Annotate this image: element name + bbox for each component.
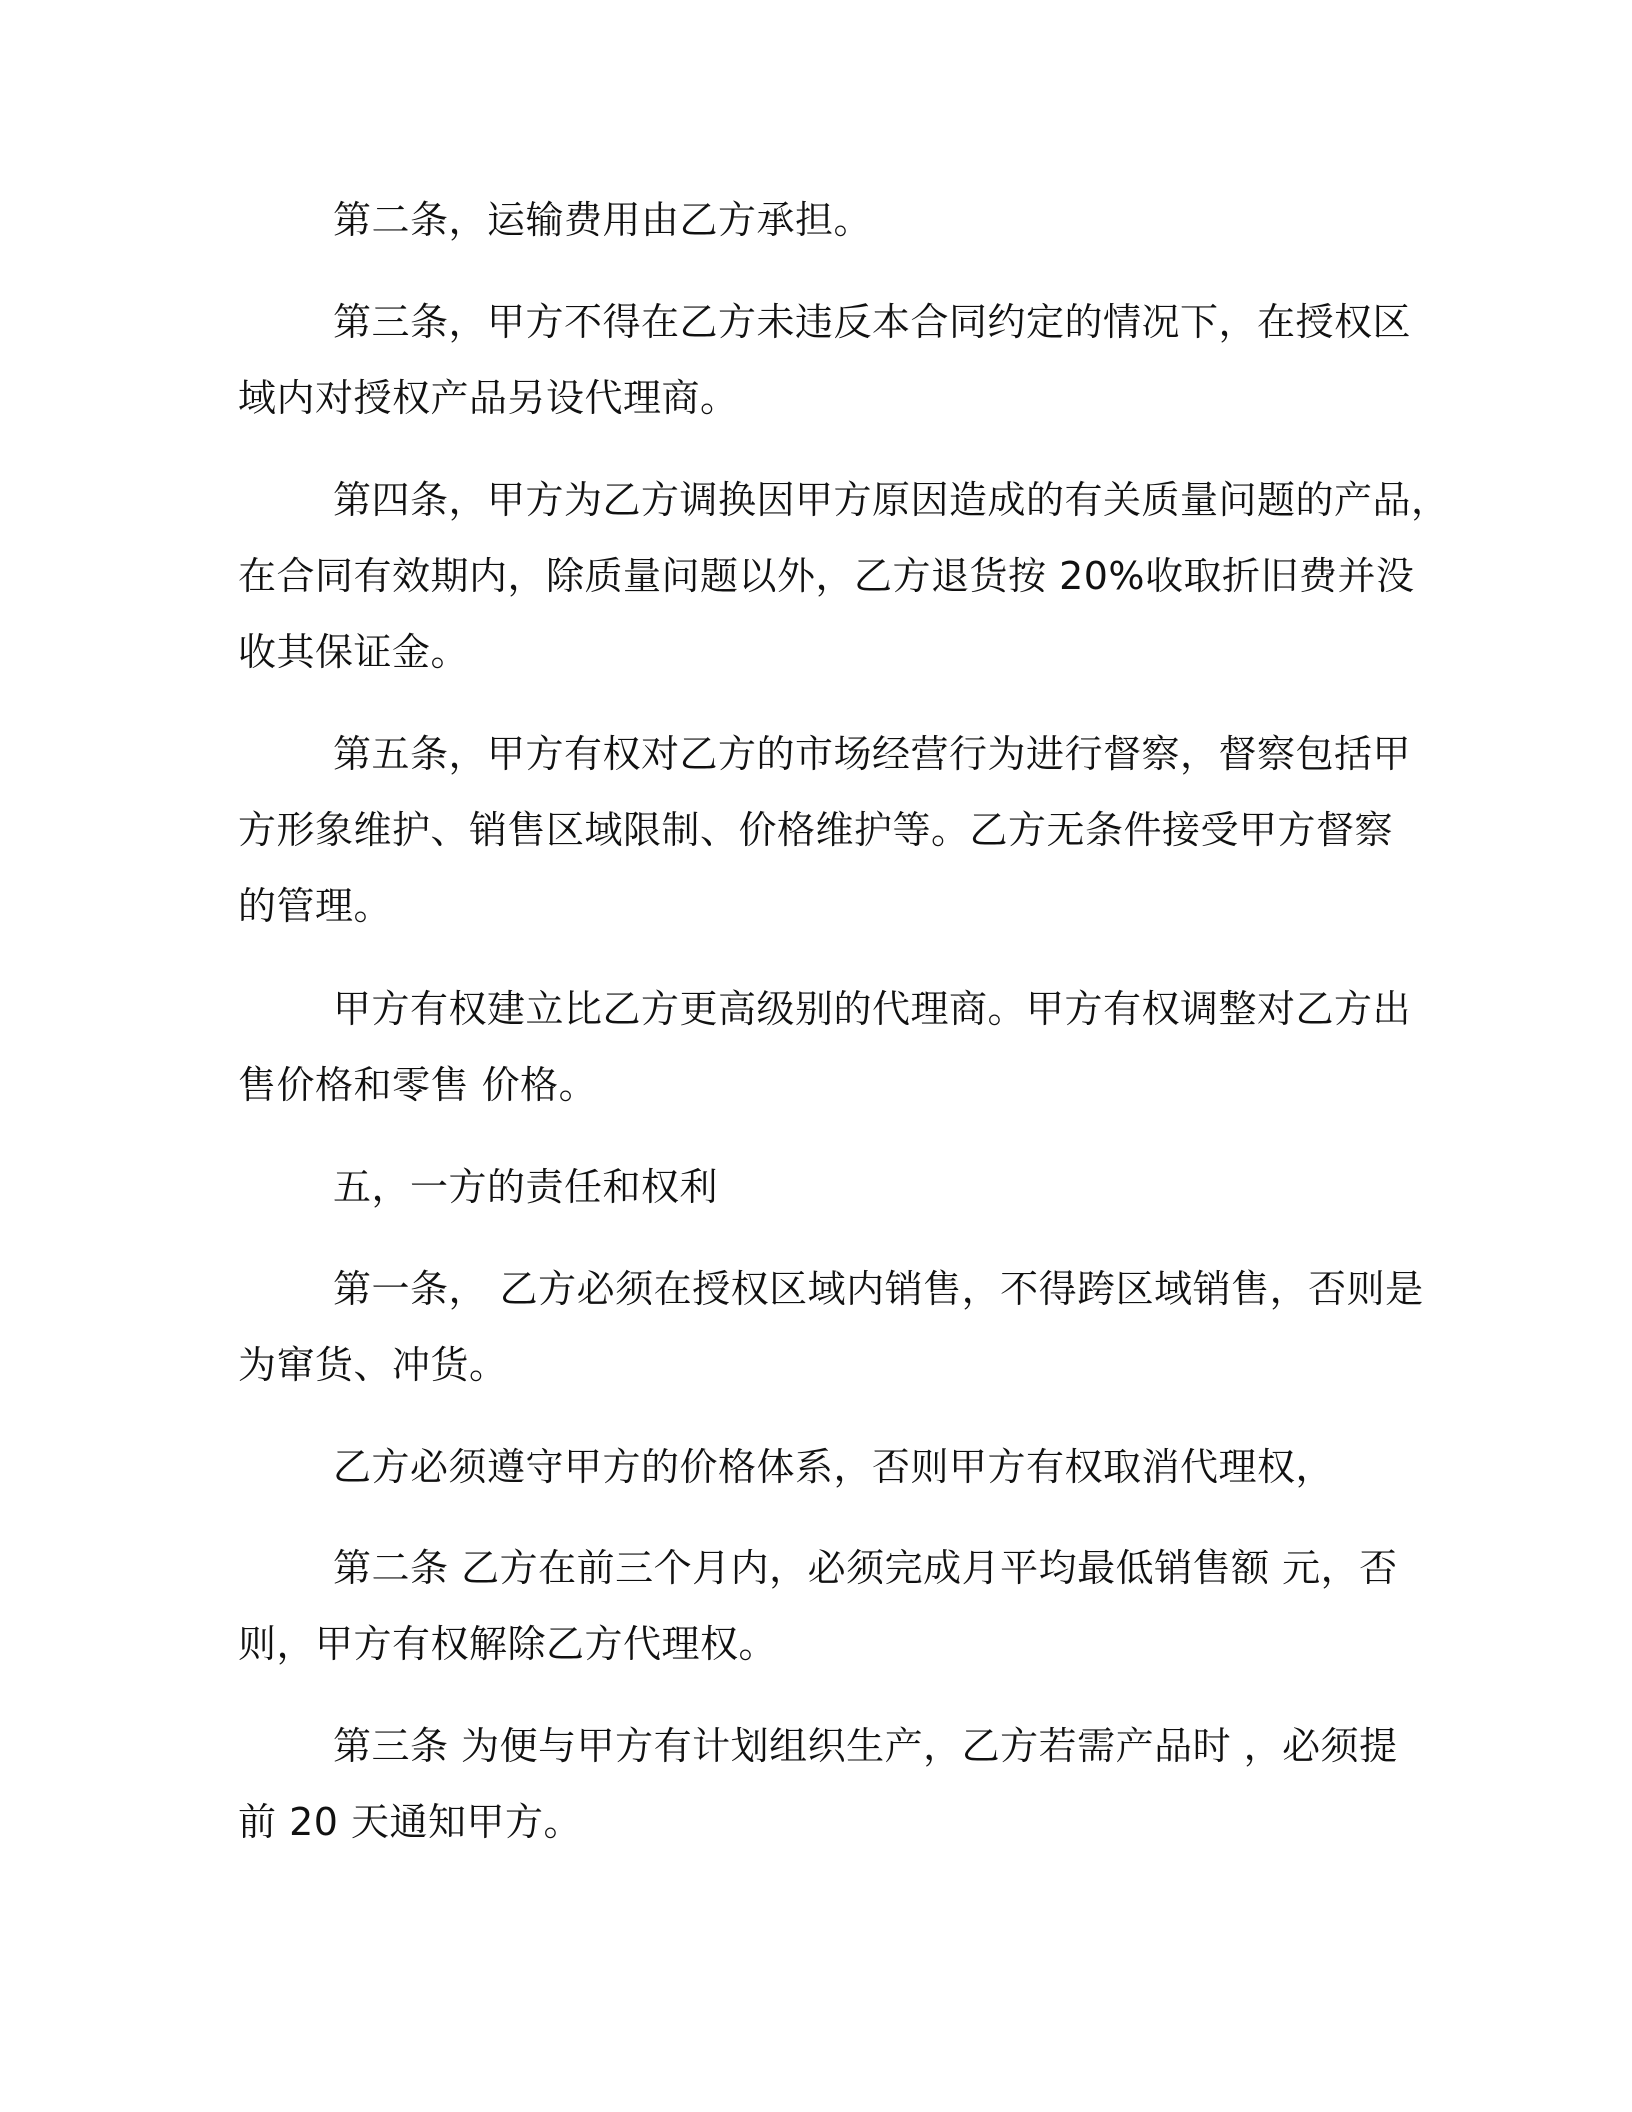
article-5-line-1: 第五条，甲方有权对乙方的市场经营行为进行督察，督察包括甲	[333, 732, 1412, 776]
section-5-article-2-line-1: 第二条 乙方在前三个月内，必须完成月平均最低销售额 元，否	[333, 1546, 1398, 1590]
article-3-line-2: 域内对授权产品另设代理商。	[238, 376, 739, 420]
article-4-line-2: 在合同有效期内，除质量问题以外，乙方退货按 20%收取折旧费并没	[238, 554, 1415, 598]
article-4-line-3: 收其保证金。	[238, 630, 470, 674]
section-5-article-3-line-1: 第三条 为便与甲方有计划组织生产，乙方若需产品时 ，必须提	[333, 1724, 1398, 1768]
article-2-transport-line: 第二条，运输费用由乙方承担。	[333, 198, 873, 242]
price-system-line: 乙方必须遵守甲方的价格体系，否则甲方有权取消代理权，	[333, 1445, 1335, 1489]
pricing-paragraph-line-2: 售价格和零售 价格。	[238, 1063, 598, 1107]
section-5-heading: 五，一方的责任和权利	[333, 1165, 719, 1209]
section-5-article-1-line-1: 第一条， 乙方必须在授权区域内销售，不得跨区域销售，否则是	[333, 1267, 1424, 1311]
pricing-paragraph-line-1: 甲方有权建立比乙方更高级别的代理商。甲方有权调整对乙方出	[333, 987, 1412, 1031]
article-5-line-3: 的管理。	[238, 884, 393, 928]
section-5-article-2-line-2: 则，甲方有权解除乙方代理权。	[238, 1622, 778, 1666]
article-3-line-1: 第三条，甲方不得在乙方未违反本合同约定的情况下，在授权区	[333, 300, 1412, 344]
section-5-article-1-line-2: 为窜货、冲货。	[238, 1343, 508, 1387]
article-5-line-2: 方形象维护、销售区域限制、价格维护等。乙方无条件接受甲方督察	[238, 808, 1394, 852]
article-4-line-1: 第四条，甲方为乙方调换因甲方原因造成的有关质量问题的产品，	[333, 478, 1450, 522]
section-5-article-3-line-2: 前 20 天通知甲方。	[238, 1800, 583, 1844]
